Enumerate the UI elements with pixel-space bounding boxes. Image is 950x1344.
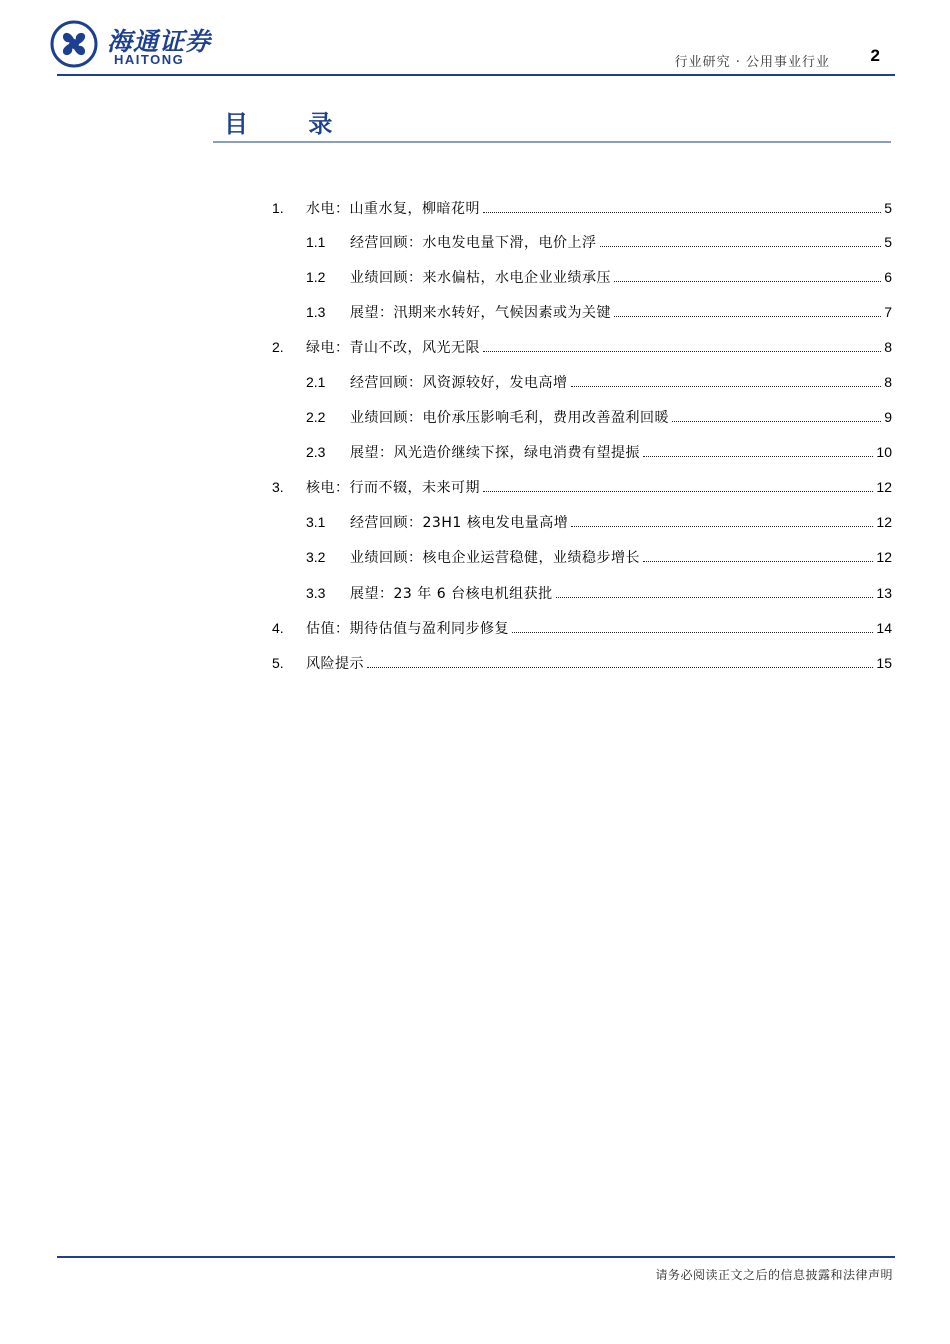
toc-entry-number: 2.: [272, 339, 284, 355]
toc-entry-page: 5: [884, 234, 892, 250]
toc-entry-title: 估值：期待估值与盈利同步修复: [306, 621, 509, 637]
toc-entry[interactable]: [306, 442, 892, 462]
toc-entry[interactable]: [306, 407, 892, 427]
toc-entry-title: 经营回顾：风资源较好，发电高增: [350, 375, 568, 391]
toc-title-divider: [213, 141, 891, 143]
toc-entry-title: 展望：23 年 6 台核电机组获批: [350, 586, 553, 602]
toc-leader-dots: [512, 631, 873, 633]
toc-leader-dots: [556, 596, 874, 598]
toc-entry-page: 10: [876, 444, 892, 460]
haitong-logo: [50, 20, 220, 68]
toc-leader-dots: [571, 525, 873, 527]
toc-entry-page: 14: [876, 620, 892, 636]
toc-entry[interactable]: [272, 477, 892, 497]
toc-entry-title: 经营回顾：23H1 核电发电量高增: [350, 515, 569, 531]
toc-entry-title: 业绩回顾：核电企业运营稳健，业绩稳步增长: [350, 550, 640, 566]
toc-entry[interactable]: [306, 267, 892, 287]
toc-entry-title: 风险提示: [306, 656, 364, 672]
toc-entry-title: 业绩回顾：电价承压影响毛利，费用改善盈利回暖: [350, 410, 669, 426]
toc-entry-number: 1.: [272, 200, 284, 216]
toc-leader-dots: [367, 666, 873, 668]
toc-entry-page: 12: [876, 549, 892, 565]
toc-entry-title: 水电：山重水复，柳暗花明: [306, 201, 480, 217]
toc-leader-dots: [643, 455, 873, 457]
toc-entry[interactable]: [306, 372, 892, 392]
toc-entry-title: 核电：行而不辍，未来可期: [306, 480, 480, 496]
toc-entry-page: 8: [884, 339, 892, 355]
toc-entry-number: 3.3: [306, 585, 326, 601]
toc-entry[interactable]: [306, 302, 892, 322]
toc-leader-dots: [483, 490, 873, 492]
toc-leader-dots: [672, 420, 881, 422]
toc-entry-number: 2.3: [306, 444, 326, 460]
toc-entry-number: 5.: [272, 655, 284, 671]
legal-disclaimer: 请务必阅读正文之后的信息披露和法律声明: [655, 1268, 893, 1282]
logo-english-name: HAITONG: [114, 52, 185, 67]
toc-entry[interactable]: [306, 232, 892, 252]
toc-entry-number: 3.2: [306, 549, 326, 565]
toc-entry-page: 13: [876, 585, 892, 601]
toc-entry-page: 7: [884, 304, 892, 320]
toc-leader-dots: [643, 560, 873, 562]
toc-entry-number: 1.3: [306, 304, 326, 320]
toc-entry-page: 6: [884, 269, 892, 285]
toc-entry-number: 3.: [272, 479, 284, 495]
report-category: 行业研究 · 公用事业行业: [674, 55, 830, 70]
toc-entry-title: 经营回顾：水电发电量下滑，电价上浮: [350, 235, 597, 251]
toc-entry[interactable]: [306, 547, 892, 567]
toc-entry-number: 2.1: [306, 374, 326, 390]
toc-entry[interactable]: [306, 583, 892, 603]
haitong-emblem-icon: [50, 20, 98, 68]
page-number: 2: [870, 46, 880, 65]
header-divider: [57, 74, 895, 76]
toc-entry-number: 1.1: [306, 234, 326, 250]
toc-entry-page: 8: [884, 374, 892, 390]
toc-title: 目 录: [224, 109, 359, 138]
toc-entry[interactable]: [306, 512, 892, 532]
logo-chinese-name: 海通证券: [107, 27, 212, 56]
toc-leader-dots: [483, 350, 881, 352]
toc-entry-title: 业绩回顾：来水偏枯，水电企业业绩承压: [350, 270, 611, 286]
footer-divider: [57, 1256, 895, 1258]
toc-entry-page: 15: [876, 655, 892, 671]
toc-entry[interactable]: [272, 198, 892, 218]
toc-leader-dots: [483, 211, 881, 213]
toc-leader-dots: [600, 245, 882, 247]
toc-entry[interactable]: [272, 337, 892, 357]
toc-entry-number: 1.2: [306, 269, 326, 285]
toc-entry[interactable]: [272, 653, 892, 673]
toc-entry-page: 12: [876, 479, 892, 495]
toc-entry-title: 展望：风光造价继续下探，绿电消费有望提振: [350, 445, 640, 461]
toc-entry-title: 绿电：青山不改，风光无限: [306, 340, 480, 356]
toc-entry-page: 9: [884, 409, 892, 425]
toc-entry-page: 5: [884, 200, 892, 216]
toc-entry-page: 12: [876, 514, 892, 530]
toc-entry-number: 4.: [272, 620, 284, 636]
toc-entry-title: 展望：汛期来水转好，气候因素或为关键: [350, 305, 611, 321]
toc-entry[interactable]: [272, 618, 892, 638]
toc-entry-number: 3.1: [306, 514, 326, 530]
toc-entry-number: 2.2: [306, 409, 326, 425]
toc-leader-dots: [571, 385, 882, 387]
toc-leader-dots: [614, 315, 881, 317]
toc-leader-dots: [614, 280, 881, 282]
